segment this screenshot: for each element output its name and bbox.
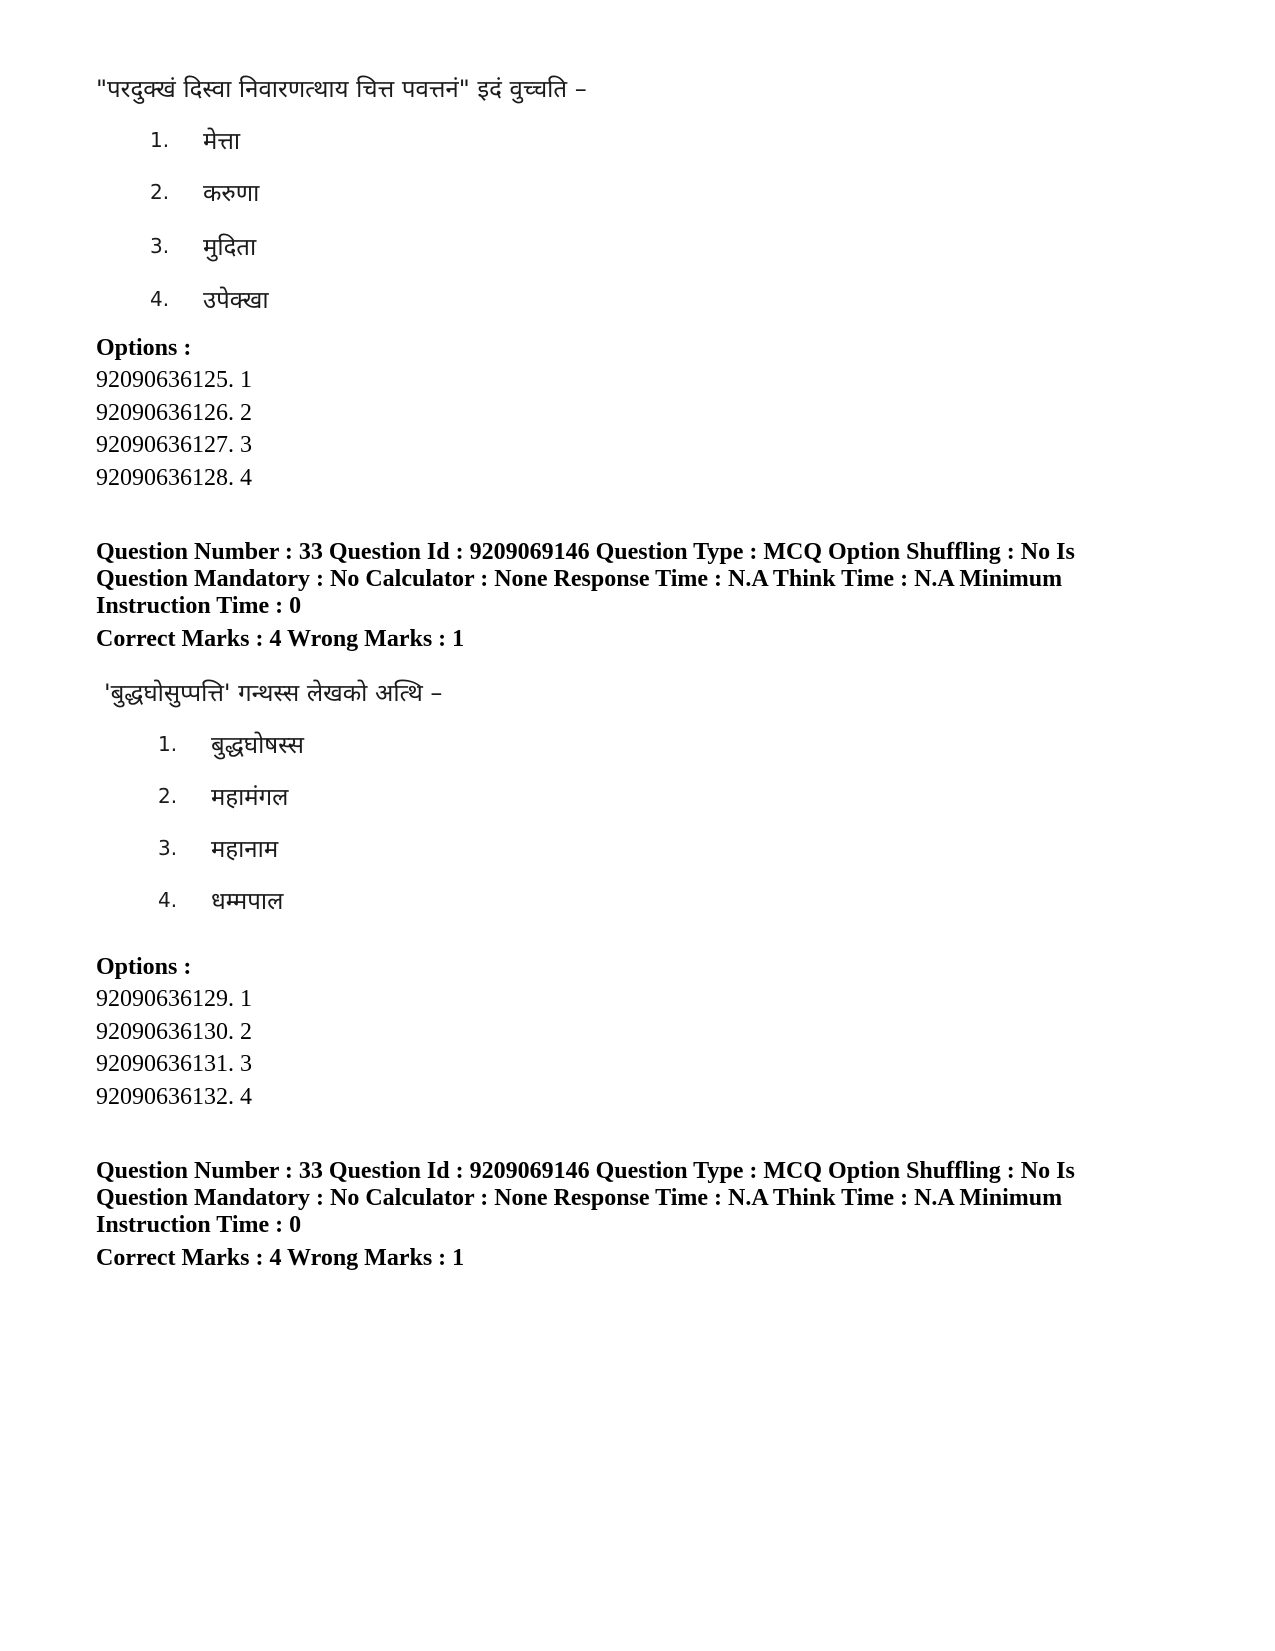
choice-number: 1. [158, 732, 178, 756]
choice-text: धम्मपाल [211, 887, 284, 915]
question-meta-line: Question Mandatory : No Calculator : None Response Time : N.A Think Time : N.A Minimum [96, 566, 1063, 592]
choice-text: बुद्धघोषस्स [211, 731, 304, 759]
choice-number: 1. [150, 128, 170, 152]
question-meta-line: Question Mandatory : No Calculator : None Response Time : N.A Think Time : N.A Minimum [96, 1185, 1063, 1211]
choice-text: महानाम [211, 835, 279, 863]
choice-text: मेत्ता [203, 127, 241, 155]
question-meta-line: Question Number : 33 Question Id : 9209069146 Question Type : MCQ Option Shuffling : No Is [96, 1158, 1075, 1184]
choice-text: करुणा [203, 179, 260, 207]
choice-number: 3. [150, 234, 170, 258]
choice-text: मुदिता [203, 233, 257, 261]
option-line: 92090636125. 1 [96, 367, 252, 393]
choice-number: 4. [158, 888, 178, 912]
choice-number: 2. [150, 180, 170, 204]
options-heading: Options : [96, 335, 192, 361]
question-meta-line: Instruction Time : 0 [96, 1212, 302, 1238]
question-meta-line: Instruction Time : 0 [96, 593, 302, 619]
question-meta-line: Question Number : 33 Question Id : 9209069146 Question Type : MCQ Option Shuffling : No Is [96, 539, 1075, 565]
choice-text: उपेक्खा [203, 286, 269, 314]
option-line: 92090636131. 3 [96, 1051, 252, 1077]
marks-line: Correct Marks : 4 Wrong Marks : 1 [96, 1245, 465, 1271]
option-line: 92090636127. 3 [96, 432, 252, 458]
choice-text: महामंगल [211, 783, 289, 811]
question-stem: 'बुद्धघोसुप्पत्ति' गन्थस्स लेखको अत्थि – [104, 679, 443, 707]
choice-number: 2. [158, 784, 178, 808]
choice-number: 4. [150, 287, 170, 311]
choice-number: 3. [158, 836, 178, 860]
option-line: 92090636128. 4 [96, 465, 252, 491]
option-line: 92090636126. 2 [96, 400, 252, 426]
question-stem: "परदुक्खं दिस्वा निवारणत्थाय चित्त पवत्तनं" इदं वुच्चति – [96, 75, 587, 103]
options-heading: Options : [96, 954, 192, 980]
option-line: 92090636130. 2 [96, 1019, 252, 1045]
option-line: 92090636132. 4 [96, 1084, 252, 1110]
marks-line: Correct Marks : 4 Wrong Marks : 1 [96, 626, 465, 652]
option-line: 92090636129. 1 [96, 986, 252, 1012]
